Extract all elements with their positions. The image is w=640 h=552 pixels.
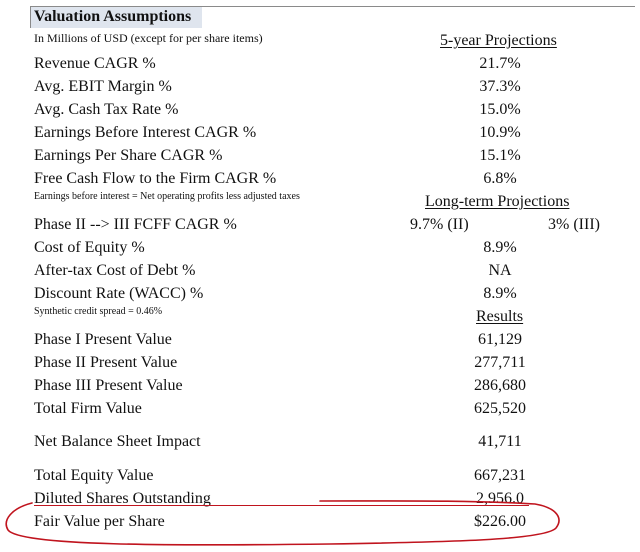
five-year-header: 5-year Projections <box>440 32 557 49</box>
phase2-pv-label: Phase II Present Value <box>34 354 178 371</box>
ebit-margin-label: Avg. EBIT Margin % <box>34 78 172 95</box>
results-header: Results <box>476 308 524 325</box>
total-firm-value: 625,520 <box>474 400 526 417</box>
strikethrough-line <box>34 505 529 506</box>
phase3-pv-value: 286,680 <box>474 377 526 394</box>
diluted-shares-value: 2,956.0 <box>476 490 524 507</box>
ebi-cagr-value: 10.9% <box>479 124 521 141</box>
page-title: Valuation Assumptions <box>34 8 192 25</box>
long-term-header: Long-term Projections <box>425 193 570 210</box>
ebit-margin-value: 37.3% <box>479 78 521 95</box>
fair-value-per-share: $226.00 <box>474 513 526 530</box>
cost-of-debt-value: NA <box>488 262 512 279</box>
ebi-cagr-label: Earnings Before Interest CAGR % <box>34 124 257 141</box>
cost-of-equity-value: 8.9% <box>483 239 517 256</box>
diluted-shares-label: Diluted Shares Outstanding <box>34 490 211 507</box>
credit-spread-note: Synthetic credit spread = 0.46% <box>34 306 163 317</box>
phase3-cagr-value: 3% (III) <box>548 216 600 233</box>
total-firm-value-label: Total Firm Value <box>34 400 142 417</box>
phase2-cagr-value: 9.7% (II) <box>410 216 469 233</box>
phase2-pv-value: 277,711 <box>474 354 526 371</box>
wacc-label: Discount Rate (WACC) % <box>34 285 204 302</box>
total-equity-value-label: Total Equity Value <box>34 467 154 484</box>
phase3-pv-label: Phase III Present Value <box>34 377 183 394</box>
phase1-pv-value: 61,129 <box>478 331 522 348</box>
cash-tax-rate-value: 15.0% <box>479 101 521 118</box>
units-subtitle: In Millions of USD (except for per share items) <box>34 31 263 45</box>
title-left-border <box>30 6 31 28</box>
net-balance-sheet-value: 41,711 <box>478 433 522 450</box>
eps-cagr-value: 15.1% <box>479 147 521 164</box>
total-equity-value: 667,231 <box>474 467 526 484</box>
cost-of-equity-label: Cost of Equity % <box>34 239 145 256</box>
net-balance-sheet-label: Net Balance Sheet Impact <box>34 433 201 450</box>
eps-cagr-label: Earnings Per Share CAGR % <box>34 147 223 164</box>
cash-tax-rate-label: Avg. Cash Tax Rate % <box>34 101 179 118</box>
cost-of-debt-label: After-tax Cost of Debt % <box>34 262 196 279</box>
revenue-cagr-label: Revenue CAGR % <box>34 55 156 72</box>
ebi-definition-note: Earnings before interest = Net operating profits less adjusted taxes <box>34 191 300 202</box>
revenue-cagr-value: 21.7% <box>479 55 521 72</box>
phase-cagr-label: Phase II --> III FCFF CAGR % <box>34 216 237 233</box>
fair-value-label: Fair Value per Share <box>34 513 165 530</box>
fcff-cagr-value: 6.8% <box>483 170 517 187</box>
wacc-value: 8.9% <box>483 285 517 302</box>
phase1-pv-label: Phase I Present Value <box>34 331 172 348</box>
fcff-cagr-label: Free Cash Flow to the Firm CAGR % <box>34 170 277 187</box>
